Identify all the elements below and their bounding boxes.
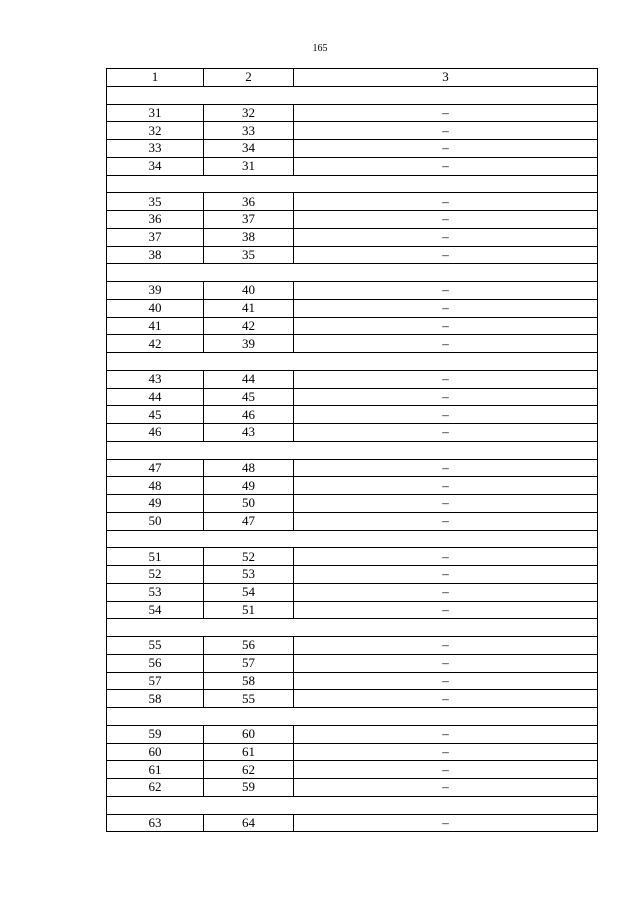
column-header: 2 [204,69,294,87]
table-cell: – [294,282,598,300]
table-cell: 40 [204,282,294,300]
table-cell: 31 [107,104,204,122]
table-cell: – [294,779,598,797]
table-row [107,495,598,513]
group-separator-row [107,175,598,193]
table-row [107,282,598,300]
table-row [107,743,598,761]
group-separator-row [107,619,598,637]
table-cell: 34 [107,157,204,175]
group-separator-row [107,353,598,371]
table-row [107,459,598,477]
table-cell: 50 [204,495,294,513]
table-cell: 60 [107,743,204,761]
table-cell: 46 [204,406,294,424]
group-separator-cell [107,619,598,637]
table-cell: 42 [107,335,204,353]
table-cell: – [294,228,598,246]
table-row [107,814,598,832]
table-row [107,725,598,743]
group-separator-cell [107,708,598,726]
table-cell: – [294,690,598,708]
table-cell: 64 [204,814,294,832]
table-cell: 52 [204,548,294,566]
table-row [107,122,598,140]
table-cell: 41 [204,299,294,317]
table-row [107,406,598,424]
table-cell: – [294,104,598,122]
table-row [107,228,598,246]
table-cell: – [294,512,598,530]
table-cell: – [294,370,598,388]
group-separator-cell [107,175,598,193]
table-cell: 56 [107,654,204,672]
table-cell: 62 [204,761,294,779]
group-separator-row [107,796,598,814]
table-cell: 45 [107,406,204,424]
table-cell: – [294,157,598,175]
group-separator-cell [107,530,598,548]
table-cell: – [294,406,598,424]
table-cell: 33 [204,122,294,140]
table-cell: – [294,495,598,513]
table-cell: 41 [107,317,204,335]
table-cell: – [294,459,598,477]
table-cell: 42 [204,317,294,335]
table-cell: 58 [107,690,204,708]
table-row [107,548,598,566]
table-cell: 57 [107,672,204,690]
table-cell: 43 [204,424,294,442]
table-cell: – [294,601,598,619]
column-header: 3 [294,69,598,87]
table-cell: 45 [204,388,294,406]
table-cell: 61 [107,761,204,779]
table-cell: 37 [107,228,204,246]
table-row [107,299,598,317]
table-row [107,690,598,708]
table-row [107,104,598,122]
table-cell: – [294,424,598,442]
table-cell: 31 [204,157,294,175]
table-cell: 35 [204,246,294,264]
table-cell: 47 [204,512,294,530]
table-cell: – [294,637,598,655]
table-cell: 49 [107,495,204,513]
table-row [107,317,598,335]
table-row [107,654,598,672]
table-cell: 60 [204,725,294,743]
table-cell: 51 [204,601,294,619]
table-cell: – [294,193,598,211]
table-row [107,193,598,211]
group-separator-row [107,441,598,459]
table-cell: 56 [204,637,294,655]
table-cell: 59 [204,779,294,797]
table-cell: 44 [107,388,204,406]
table-cell: – [294,654,598,672]
table-row [107,779,598,797]
table-cell: 61 [204,743,294,761]
group-separator-row [107,264,598,282]
table-cell: 48 [204,459,294,477]
table-cell: – [294,725,598,743]
group-separator-cell [107,353,598,371]
table-cell: – [294,672,598,690]
table-row [107,246,598,264]
table-cell: 54 [204,583,294,601]
table-cell: 46 [107,424,204,442]
table-cell: 38 [107,246,204,264]
table-row [107,583,598,601]
table-cell: 39 [204,335,294,353]
table-cell: 52 [107,566,204,584]
table-cell: 39 [107,282,204,300]
table-cell: 50 [107,512,204,530]
table-cell: – [294,122,598,140]
table-cell: 59 [107,725,204,743]
table-cell: – [294,140,598,158]
table-cell: 55 [107,637,204,655]
table-row [107,424,598,442]
table-cell: 58 [204,672,294,690]
table-cell: 32 [204,104,294,122]
group-separator-cell [107,86,598,104]
table-cell: – [294,814,598,832]
group-separator-row [107,708,598,726]
group-separator-cell [107,264,598,282]
table-cell: 55 [204,690,294,708]
table-row [107,672,598,690]
table-cell: 57 [204,654,294,672]
table-cell: 33 [107,140,204,158]
table-cell: 37 [204,211,294,229]
table-cell: 62 [107,779,204,797]
table-cell: 53 [107,583,204,601]
table-cell: 48 [107,477,204,495]
table-row [107,601,598,619]
table-row [107,512,598,530]
table-row [107,566,598,584]
table-cell: 35 [107,193,204,211]
table-cell: – [294,743,598,761]
table-cell: – [294,548,598,566]
page-number: 165 [312,43,328,54]
table-cell: 32 [107,122,204,140]
table-cell: 36 [204,193,294,211]
table-cell: 47 [107,459,204,477]
table-header-row [107,69,598,87]
table-row [107,335,598,353]
table-cell: 54 [107,601,204,619]
table-cell: – [294,388,598,406]
table-cell: 43 [107,370,204,388]
table-cell: 36 [107,211,204,229]
column-header: 1 [107,69,204,87]
table-cell: – [294,583,598,601]
table-cell: 53 [204,566,294,584]
table-row [107,140,598,158]
table-cell: – [294,566,598,584]
table-cell: 49 [204,477,294,495]
table-cell: – [294,299,598,317]
table-row [107,477,598,495]
table-row [107,211,598,229]
group-separator-row [107,530,598,548]
table-row [107,637,598,655]
table-cell: – [294,211,598,229]
table-cell: 40 [107,299,204,317]
table-row [107,370,598,388]
table-cell: 63 [107,814,204,832]
table-cell: 44 [204,370,294,388]
table-cell: 38 [204,228,294,246]
table-cell: – [294,335,598,353]
table-cell: – [294,246,598,264]
group-separator-cell [107,441,598,459]
group-separator-cell [107,796,598,814]
table-row [107,761,598,779]
table-row [107,388,598,406]
table-row [107,157,598,175]
table-cell: – [294,317,598,335]
table-cell: 34 [204,140,294,158]
group-separator-row [107,86,598,104]
table-body [107,86,598,832]
data-table [106,68,598,832]
table-cell: 51 [107,548,204,566]
table-cell: – [294,761,598,779]
table-cell: – [294,477,598,495]
